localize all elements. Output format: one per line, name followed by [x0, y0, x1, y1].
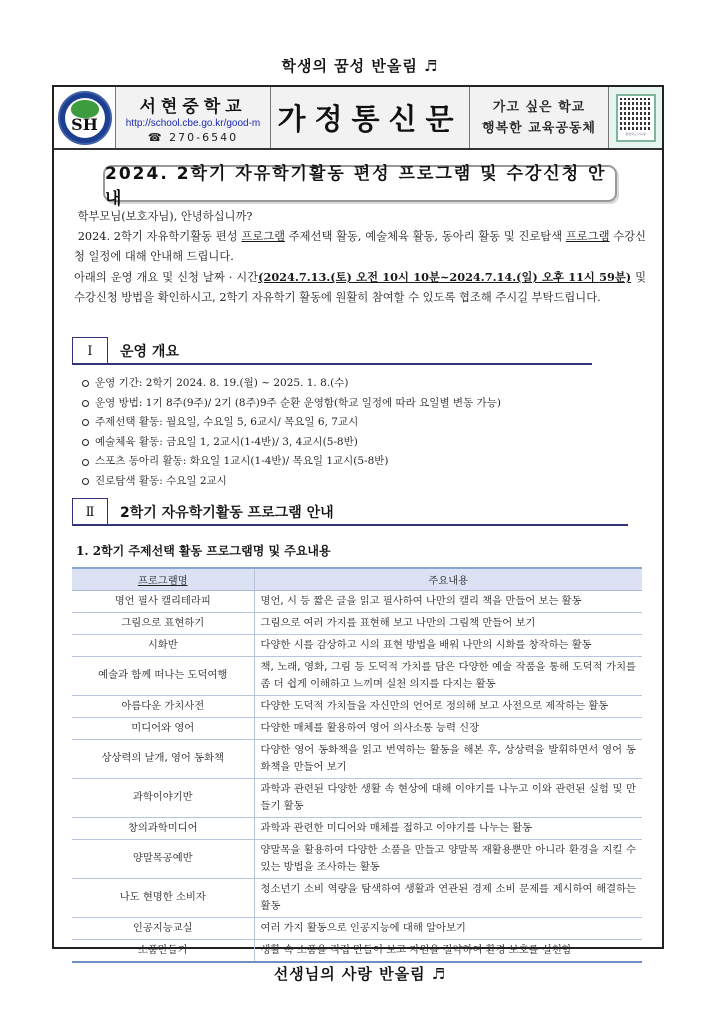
list-item: 주제선택 활동: 월요일, 수요일 5, 6교시/ 목요일 6, 7교시	[82, 413, 642, 433]
circle-bullet-icon	[82, 380, 89, 387]
application-period: (2024.7.13.(토) 오전 10시 10분~2024.7.14.(일) 오후 11시 59분)	[258, 270, 632, 284]
list-item: 예술체육 활동: 금요일 1, 2교시(1-4반)/ 3, 4교시(5-8반)	[82, 433, 642, 453]
circle-bullet-icon	[82, 478, 89, 485]
circle-bullet-icon	[82, 459, 89, 466]
section-divider	[72, 524, 628, 526]
overview-list	[82, 374, 642, 492]
table-row: 과학이야기반 과학과 관련된 다양한 생활 속 현상에 대해 이야기를 나누고 이와 관련된 실험 및 만들기 활동	[72, 778, 642, 817]
table-row: 창의과학미디어 과학과 관련한 미디어와 매체를 접하고 이야기를 나누는 활동	[72, 817, 642, 839]
greeting: 학부모님(보호자님), 안녕하십니까?	[77, 210, 253, 223]
table-row: 소품만들기 생활 속 소품을 직접 만들어 보고 자원을 절약하여 환경 보호를 실천함	[72, 939, 642, 962]
qr-code-cell	[609, 87, 662, 148]
intro-paragraph-2: 아래의 운영 개요 및 신청 날짜 · 시간(2024.7.13.(토) 오전 10시 10분~2024.7.14.(일) 오후 11시 59분) 및 수강신청 방법을 확인하시고, 2학기 자유학기 활동에 원활히 참여할 수 있도록 협조해 주시길 부탁드립니다.	[74, 270, 646, 304]
circle-bullet-icon	[82, 400, 89, 407]
school-phone: ☎ 270-6540	[147, 130, 239, 144]
intro-paragraph-1: 2024. 2학기 자유학기활동 편성 프로그램 주제선택 활동, 예술체육 활동, 동아리 활동 및 진로탐색 프로그램 수강신청 일정에 대해 안내해 드립니다.	[74, 230, 646, 263]
section-divider	[72, 363, 592, 365]
newsletter-page	[52, 85, 664, 956]
school-url-link[interactable]: http://school.cbe.go.kr/good-m	[125, 117, 261, 129]
document-title-box	[103, 163, 617, 209]
intro-text	[74, 207, 646, 308]
table-row: 그림으로 표현하기 그림으로 여러 가지를 표현해 보고 나만의 그림책 만들어 보기	[72, 612, 642, 634]
section-1-number: Ⅰ	[72, 337, 108, 365]
list-item: 스포츠 동아리 활동: 화요일 1교시(1-4반)/ 목요일 1교시(5-8반)	[82, 452, 642, 472]
column-header-content: 주요내용	[254, 568, 642, 590]
table-row: 예술과 함께 떠나는 도덕여행 책, 노래, 영화, 그림 등 도덕적 가치를 담은 다양한 예술 작품을 통해 도덕적 가치를 좀 더 쉽게 이해하고 느끼며 실천 의지를 다지는 활동	[72, 656, 642, 695]
program-table	[72, 567, 642, 963]
section-1-header	[72, 337, 592, 365]
table-row: 아름다운 가치사전 다양한 도덕적 가치들을 자신만의 언어로 정의해 보고 사전으로 제작하는 활동	[72, 695, 642, 717]
section-2-title: 2학기 자유학기활동 프로그램 안내	[120, 505, 334, 521]
motto-bottom: 선생님의 사랑 반올림 ♬	[273, 965, 447, 983]
section-1-title: 운영 개요	[120, 344, 179, 360]
table-header-row	[72, 568, 642, 590]
table-row: 인공지능교실 여러 가지 활동으로 인공지능에 대해 알아보기	[72, 917, 642, 939]
list-item: 진로탐색 활동: 수요일 2교시	[82, 472, 642, 492]
logo-text: SH	[71, 114, 98, 134]
section-2-header	[72, 498, 628, 526]
qr-code-icon[interactable]	[616, 94, 656, 142]
qr-label: 충청북도교육청	[625, 131, 646, 136]
table-row: 상상력의 날개, 영어 동화책 다양한 영어 동화책을 읽고 번역하는 활동을 해본 후, 상상력을 발휘하면서 영어 동화책을 만들어 보기	[72, 739, 642, 778]
masthead	[54, 87, 662, 150]
slogan-line-2: 행복한 교육공동체	[482, 120, 596, 136]
program-subheading: 1. 2학기 주제선택 활동 프로그램명 및 주요내용	[76, 544, 331, 558]
table-row: 양말목공예반 양말목을 활용하여 다양한 소품을 만들고 양말목 재활용뿐만 아니라 환경을 지킬 수 있는 방법을 조사하는 활동	[72, 839, 642, 878]
circle-bullet-icon	[82, 419, 89, 426]
list-item: 운영 기간: 2학기 2024. 8. 19.(월) ~ 2025. 1. 8.(수)	[82, 374, 642, 394]
school-logo	[54, 87, 116, 148]
table-row: 명언 필사 캘리테라피 명언, 시 등 짧은 글을 읽고 필사하여 나만의 캘리 책을 만들어 보는 활동	[72, 590, 642, 612]
slogan-cell	[470, 87, 609, 148]
table-row: 시화반 다양한 시를 감상하고 시의 표현 방법을 배워 나만의 시화를 창작하는 활동	[72, 634, 642, 656]
slogan-line-1: 가고 싶은 학교	[492, 99, 586, 115]
motto-top: 학생의 꿈성 반올림 ♬	[281, 57, 439, 75]
column-header-program: 프로그램명	[72, 568, 254, 590]
newsletter-title-cell	[271, 87, 470, 148]
newsletter-title: 가정통신문	[277, 102, 463, 136]
section-2-number: Ⅱ	[72, 498, 108, 526]
document-title: 2024. 2학기 자유학기활동 편성 프로그램 및 수강신청 안내	[105, 163, 607, 209]
table-row: 미디어와 영어 다양한 매체를 활용하여 영어 의사소통 능력 신장	[72, 717, 642, 739]
school-emblem-icon	[58, 91, 112, 145]
list-item: 운영 방법: 1기 8주(9주)/ 2기 (8주)9주 순환 운영함(학교 일정에 따라 요일별 변동 가능)	[82, 394, 642, 414]
table-row: 나도 현명한 소비자 청소년기 소비 역량을 탐색하여 생활과 연관된 경제 소비 문제를 제시하여 해결하는 활동	[72, 878, 642, 917]
school-info	[116, 87, 271, 148]
school-name: 서현중학교	[139, 96, 247, 117]
circle-bullet-icon	[82, 439, 89, 446]
